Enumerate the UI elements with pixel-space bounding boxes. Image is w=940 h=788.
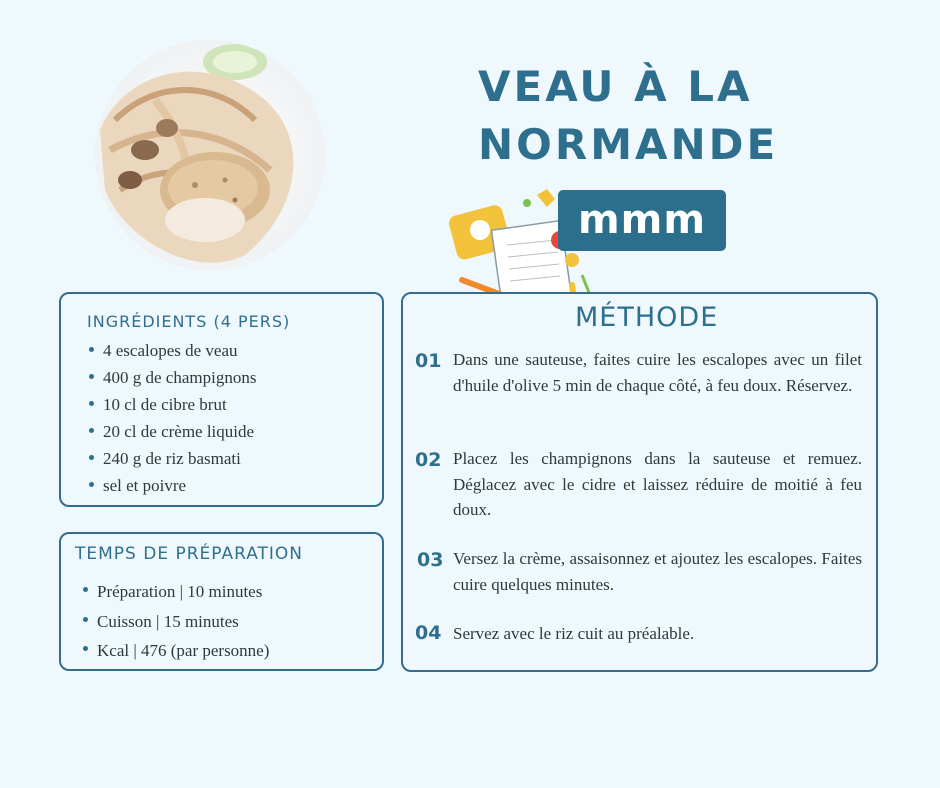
list-item: 20 cl de crème liquide xyxy=(87,418,256,445)
list-item: 400 g de champignons xyxy=(87,364,256,391)
step-text: Servez avec le riz cuit au préalable. xyxy=(453,624,695,643)
ingredients-list xyxy=(87,337,256,499)
preparation-list xyxy=(81,577,269,666)
step-number: 04 xyxy=(415,622,442,644)
list-item: Préparation | 10 minutes xyxy=(81,577,269,607)
preparation-title: TEMPS DE PRÉPARATION xyxy=(75,544,304,564)
list-item: 4 escalopes de veau xyxy=(87,337,256,364)
method-title: MÉTHODE xyxy=(575,302,719,333)
list-item: sel et poivre xyxy=(87,472,256,499)
list-item: 240 g de riz basmati xyxy=(87,445,256,472)
dish-photo xyxy=(95,40,325,270)
list-item: 10 cl de cibre brut xyxy=(87,391,256,418)
method-card xyxy=(401,292,878,672)
step-text: Dans une sauteuse, faites cuire les escalopes avec un filet d'huile d'olive 5 min de chaque côté, à feu doux. Réservez. xyxy=(453,350,862,395)
list-item: Kcal | 476 (par personne) xyxy=(81,636,269,666)
ingredients-card xyxy=(59,292,384,507)
mmm-badge: mmm xyxy=(558,190,726,251)
step-number: 02 xyxy=(415,449,442,471)
ingredients-title: INGRÉDIENTS (4 PERS) xyxy=(87,312,291,331)
step-text: Placez les champignons dans la sauteuse et remuez. Déglacez avec le cidre et laissez réduire de moitié à feu doux. xyxy=(453,449,862,519)
list-item: Cuisson | 15 minutes xyxy=(81,607,269,637)
preparation-card xyxy=(59,532,384,671)
step-number: 01 xyxy=(415,350,442,372)
step-number: 03 xyxy=(417,549,444,571)
recipe-title: VEAU À LA NORMANDE xyxy=(478,62,779,169)
step-text: Versez la crème, assaisonnez et ajoutez les escalopes. Faites cuire quelques minutes. xyxy=(453,549,862,594)
